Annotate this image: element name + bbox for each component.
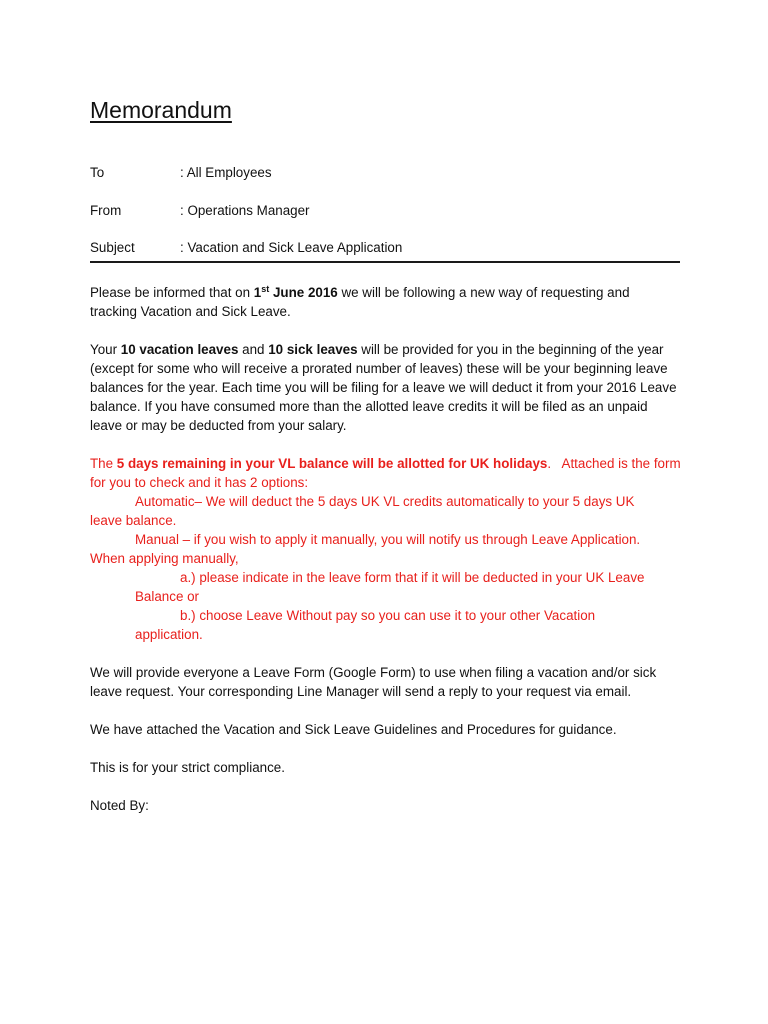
subject-value: : Vacation and Sick Leave Application <box>180 240 403 255</box>
sub-option-a-cont: Balance or <box>135 589 200 604</box>
date-suffix: st <box>261 284 270 294</box>
to-label: To <box>90 165 105 180</box>
effective-date <box>254 285 338 300</box>
vacation-leaves-count: 10 vacation leaves <box>120 342 239 357</box>
from-row <box>90 201 680 220</box>
header-divider <box>90 261 680 263</box>
notice-line-2: for you to check and it has 2 options: <box>90 475 309 490</box>
sick-leaves-count: 10 sick leaves <box>268 342 358 357</box>
subject-row <box>90 238 680 257</box>
guidelines-paragraph: We have attached the Vacation and Sick Leave Guidelines and Procedures for guidance. <box>90 722 617 737</box>
option-automatic-cont: leave balance. <box>90 513 177 528</box>
noted-by-label: Noted By: <box>90 798 149 813</box>
option-manual-cont: When applying manually, <box>90 551 239 566</box>
intro-text-1: Please be informed that on <box>90 285 254 300</box>
to-value: : All Employees <box>180 165 272 180</box>
allocation-text-3: will be provided for you in the beginning of the year (except for some who will receive a prorated number of leaves) these will be your beginning leave balances for the year. Each time you will be filing for a leave we will deduct it from your 2016 Leave balance. If you have consumed more than the allotted leave credits it will be filed as an unpaid leave or may be deducted from your salary. <box>90 342 677 433</box>
notice-emphasis: 5 days remaining in your VL balance will be allotted for UK holidays <box>116 456 548 471</box>
compliance-paragraph: This is for your strict compliance. <box>90 760 285 775</box>
to-row <box>90 163 680 182</box>
intro-text-2: we will be following a new way of requesting and tracking Vacation and Sick Leave. <box>90 285 630 319</box>
intro-paragraph <box>90 283 680 321</box>
date-day: 1 <box>253 285 262 300</box>
allocation-text-2: and <box>238 342 269 357</box>
date-month-year: June 2016 <box>269 285 338 300</box>
uk-holidays-notice <box>90 454 680 644</box>
from-label: From <box>90 203 122 218</box>
subject-label: Subject <box>90 240 135 255</box>
sub-option-b-cont: application. <box>135 627 203 642</box>
memo-title: Memorandum <box>90 97 232 123</box>
leave-form-paragraph: We will provide everyone a Leave Form (Google Form) to use when filing a vacation and/or sick leave request. Your corresponding Line Manager will send a reply to your request via email. <box>90 665 657 699</box>
allocation-text-1: Your <box>90 342 121 357</box>
leave-allocation-paragraph <box>90 340 680 435</box>
option-manual: Manual – if you wish to apply it manually, you will notify us through Leave Application. <box>135 532 641 547</box>
sub-option-b: b.) choose Leave Without pay so you can use it to your other Vacation <box>180 608 596 623</box>
from-value: : Operations Manager <box>180 203 310 218</box>
notice-line-1 <box>90 454 680 473</box>
notice-pre: The <box>90 456 117 471</box>
memo-body <box>90 95 680 815</box>
sub-option-a: a.) please indicate in the leave form that if it will be deducted in your UK Leave <box>180 570 645 585</box>
notice-post: . Attached is the form <box>547 456 681 471</box>
option-automatic: Automatic– We will deduct the 5 days UK VL credits automatically to your 5 days UK <box>135 494 635 509</box>
